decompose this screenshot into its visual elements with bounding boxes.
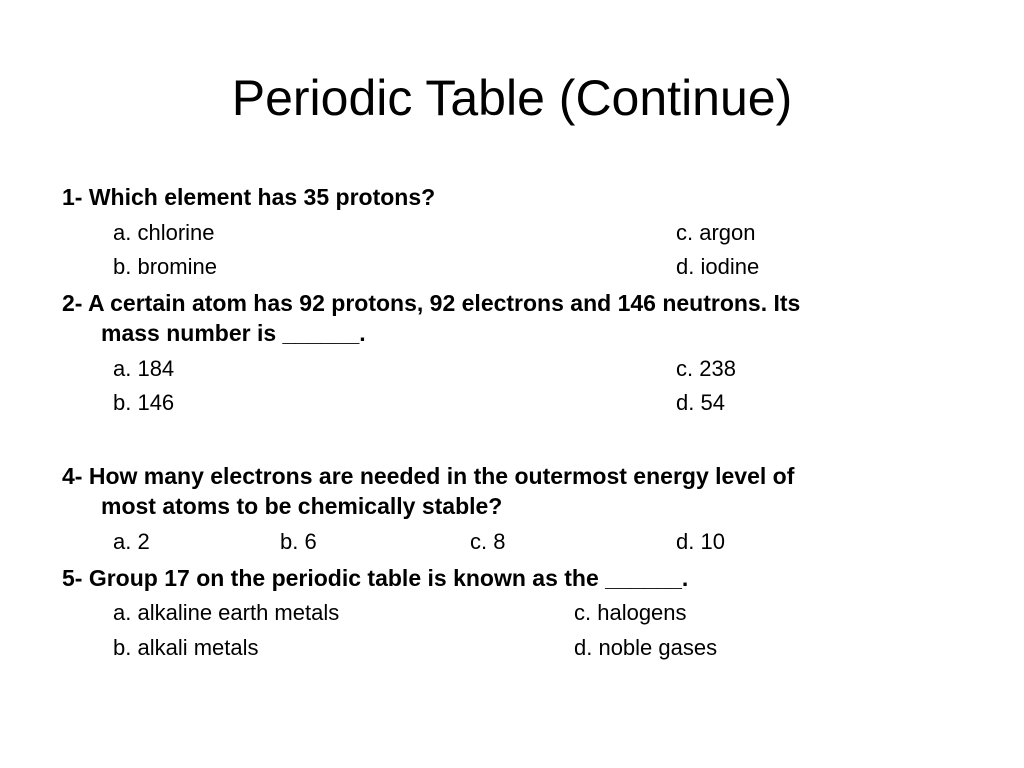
question-4-text-line1: 4- How many electrons are needed in the outermost energy level of bbox=[62, 463, 795, 489]
question-5-option-b: b. alkali metals bbox=[113, 635, 259, 660]
question-4 bbox=[62, 461, 962, 521]
question-5 bbox=[62, 563, 962, 593]
question-1-option-b: b. bromine bbox=[113, 254, 217, 279]
question-4-option-d: d. 10 bbox=[676, 529, 725, 554]
question-2-text-line2: mass number is ______. bbox=[101, 320, 366, 346]
question-1-option-c: c. argon bbox=[676, 220, 756, 245]
question-2-option-c: c. 238 bbox=[676, 356, 736, 381]
question-2-option-b: b. 146 bbox=[113, 390, 175, 415]
question-4-option-b: b. 6 bbox=[280, 529, 317, 554]
question-4-option-c: c. 8 bbox=[470, 529, 506, 554]
question-5-option-c: c. halogens bbox=[574, 600, 687, 625]
question-1-option-d: d. iodine bbox=[676, 254, 760, 279]
question-2-option-d: d. 54 bbox=[676, 390, 725, 415]
question-2 bbox=[62, 288, 962, 348]
question-1-text: 1- Which element has 35 protons? bbox=[62, 184, 436, 210]
slide-title: Periodic Table (Continue) bbox=[231, 70, 793, 126]
question-1-option-a: a. chlorine bbox=[113, 220, 215, 245]
question-5-option-a: a. alkaline earth metals bbox=[113, 600, 340, 625]
question-4-text-line2: most atoms to be chemically stable? bbox=[101, 493, 503, 519]
question-5-text: 5- Group 17 on the periodic table is known as the ______. bbox=[62, 565, 689, 591]
question-4-option-a: a. 2 bbox=[113, 529, 150, 554]
question-1 bbox=[62, 182, 962, 212]
question-5-option-d: d. noble gases bbox=[574, 635, 718, 660]
question-2-option-a: a. 184 bbox=[113, 356, 175, 381]
question-2-text-line1: 2- A certain atom has 92 protons, 92 electrons and 146 neutrons. Its bbox=[62, 290, 801, 316]
